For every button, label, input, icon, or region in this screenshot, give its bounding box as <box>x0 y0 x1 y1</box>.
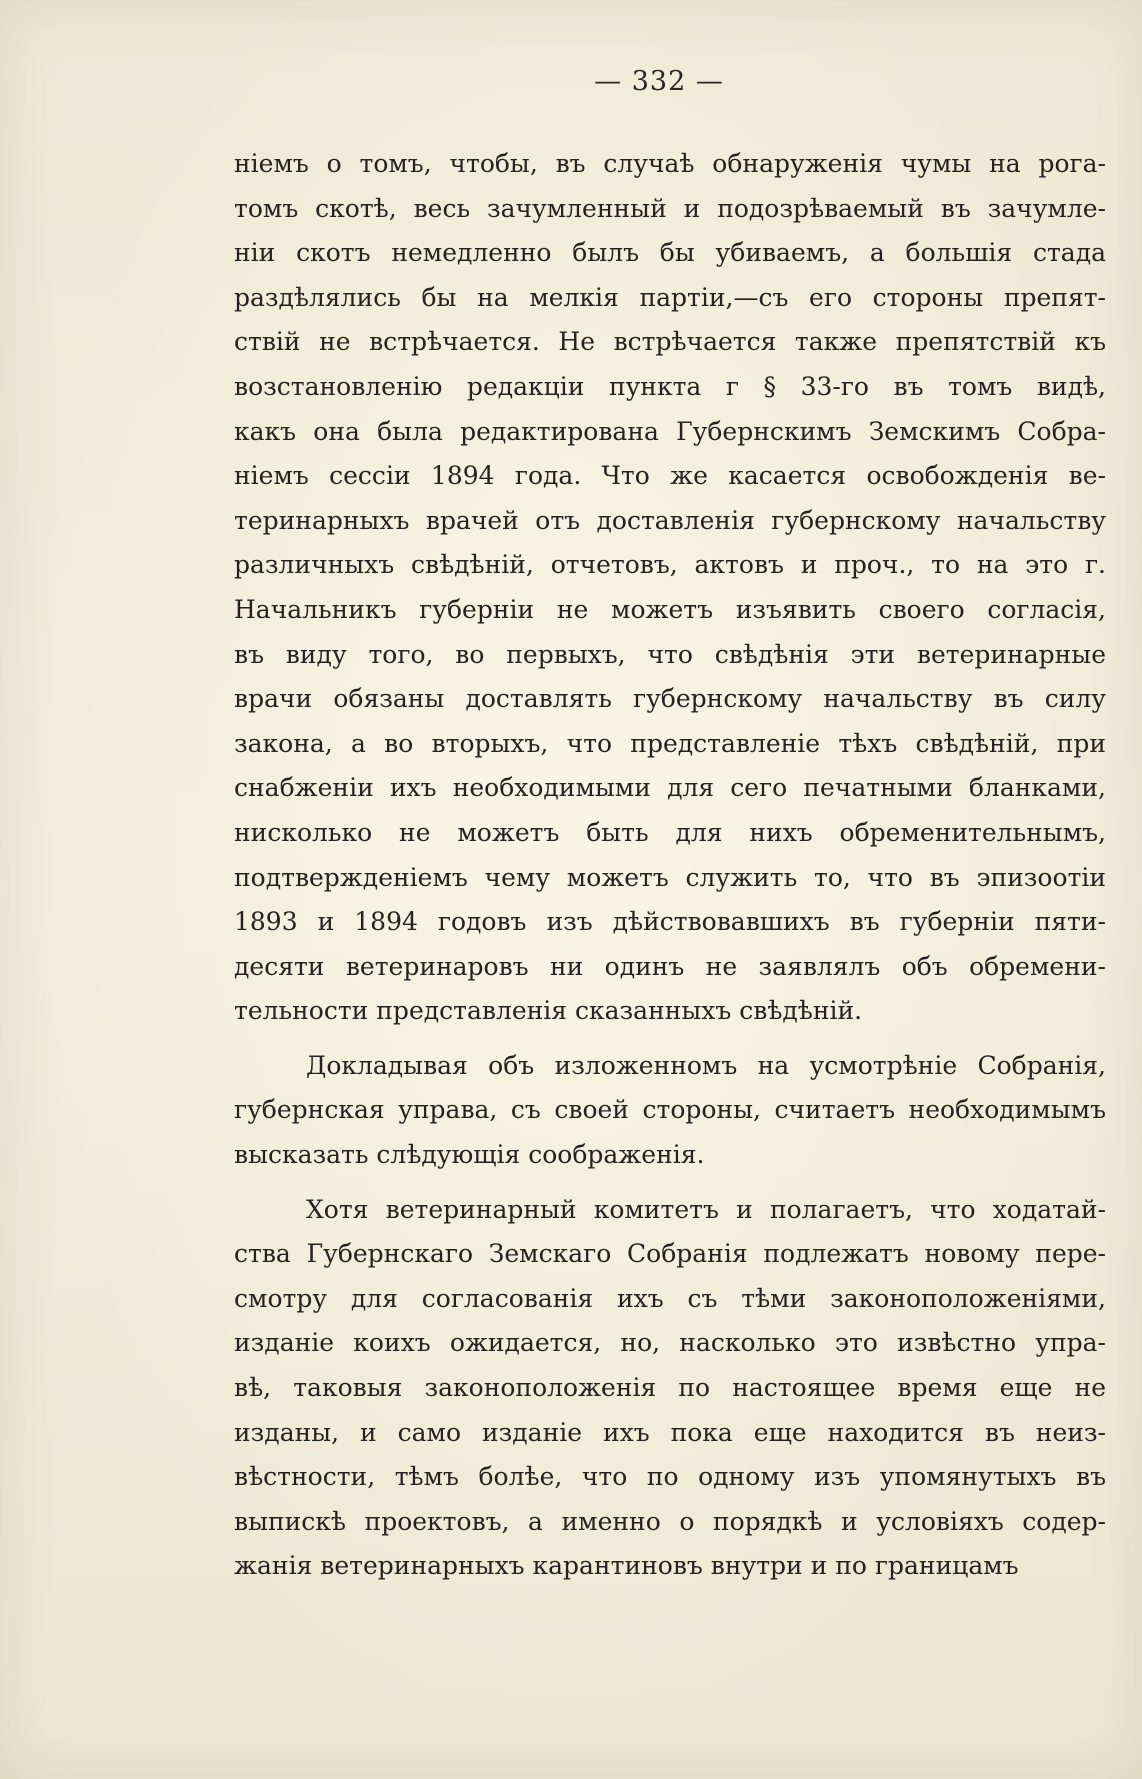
text-line: смотру для согласованія ихъ съ тѣми законоположеніями, <box>234 1283 1106 1313</box>
text-line: какъ она была редактирована Губернскимъ Земскимъ Собра- <box>234 416 1106 446</box>
text-line: высказать слѣдующія соображенія. <box>234 1140 705 1170</box>
text-line: въ виду того, во первыхъ, что свѣдѣнія эти ветеринарные <box>234 639 1106 669</box>
text-line: Начальникъ губерніи не можетъ изъявить своего согласія, <box>234 594 1106 624</box>
text-line: врачи обязаны доставлять губернскому начальству въ силу <box>234 684 1106 714</box>
paragraph <box>234 1188 1106 1589</box>
text-line: ніемъ сессіи 1894 года. Что же касается освобожденія ве- <box>234 461 1106 491</box>
text-line: нисколько не можетъ быть для нихъ обременительнымъ, <box>234 817 1106 847</box>
text-line: томъ скотѣ, весь зачумленный и подозрѣваемый въ зачумле- <box>234 193 1106 223</box>
paragraph-gap <box>234 1034 1106 1044</box>
text-line: ства Губернскаго Земскаго Собранія подлежатъ новому пере- <box>234 1239 1106 1269</box>
text-line: изданы, и само изданіе ихъ пока еще находится въ неиз- <box>234 1417 1106 1447</box>
text-line: снабженіи ихъ необходимыми для сего печатными бланками, <box>234 773 1106 803</box>
paragraph <box>234 142 1106 1034</box>
text-line: закона, а во вторыхъ, что представленіе тѣхъ свѣдѣній, при <box>234 728 1106 758</box>
paragraph-gap <box>234 1178 1106 1188</box>
text-line: изданіе коихъ ожидается, но, насколько это извѣстно упра- <box>234 1328 1106 1358</box>
paragraph <box>234 1044 1106 1178</box>
page-number: — 332 — <box>594 66 724 97</box>
text-line: теринарныхъ врачей отъ доставленія губернскому начальству <box>234 505 1106 535</box>
text-line: Докладывая объ изложенномъ на усмотрѣніе Собранія, <box>306 1050 1106 1080</box>
text-line: возстановленію редакціи пункта г § 33-го въ томъ видѣ, <box>234 371 1106 401</box>
text-line: жанія ветеринарныхъ карантиновъ внутри и по границамъ <box>234 1551 1019 1581</box>
text-line: Хотя ветеринарный комитетъ и полагаетъ, что ходатай- <box>306 1194 1106 1224</box>
text-line: подтвержденіемъ чему можетъ служить то, что въ эпизоотіи <box>234 862 1106 892</box>
text-line: ніемъ о томъ, чтобы, въ случаѣ обнаруженія чумы на рога- <box>234 149 1106 178</box>
text-line: вѣ, таковыя законоположенія по настоящее время еще не <box>234 1373 1106 1403</box>
text-line: 1893 и 1894 годовъ изъ дѣйствовавшихъ въ губерніи пяти- <box>234 907 1106 937</box>
text-line: губернская управа, съ своей стороны, считаетъ необходимымъ <box>234 1095 1106 1125</box>
body-text <box>234 142 1106 1589</box>
text-line: ствій не встрѣчается. Не встрѣчается также препятствій къ <box>234 327 1106 357</box>
text-line: ніи скотъ немедленно былъ бы убиваемъ, а большія стада <box>234 238 1106 268</box>
text-line: различныхъ свѣдѣній, отчетовъ, актовъ и проч., то на это г. <box>234 550 1106 580</box>
text-line: раздѣлялись бы на мелкія партіи,—съ его стороны препят- <box>234 282 1106 312</box>
text-line: выпискѣ проектовъ, а именно о порядкѣ и условіяхъ содер- <box>234 1506 1106 1536</box>
text-line: десяти ветеринаровъ ни одинъ не заявлялъ объ обремени- <box>234 951 1106 981</box>
text-line: вѣстности, тѣмъ болѣе, что по одному изъ упомянутыхъ въ <box>234 1462 1106 1492</box>
text-line: тельности представленія сказанныхъ свѣдѣній. <box>234 996 863 1026</box>
